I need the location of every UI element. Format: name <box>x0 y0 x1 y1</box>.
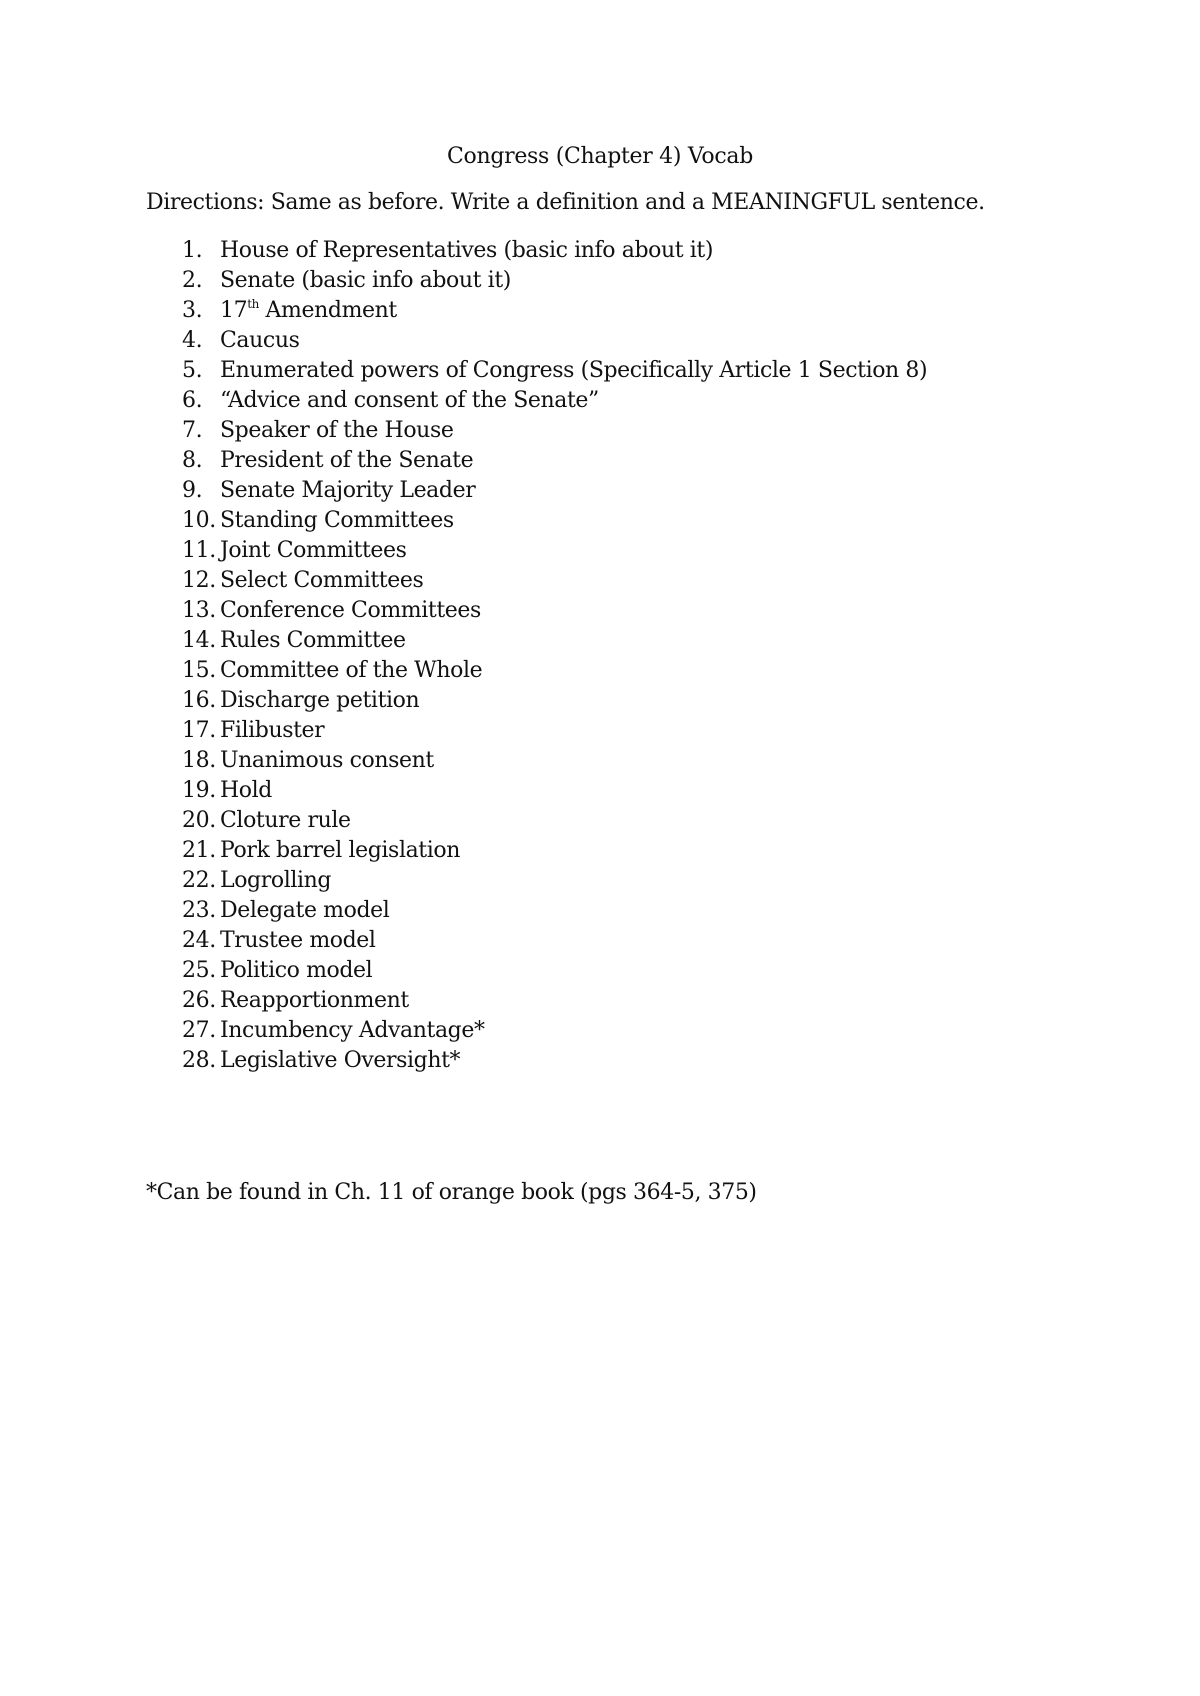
item-term: Cloture rule <box>220 808 351 833</box>
item-number: 13. <box>182 598 216 623</box>
item-term-number: 17 <box>220 298 248 323</box>
item-term: Senate Majority Leader <box>220 478 476 503</box>
item-term: Committee of the Whole <box>220 658 483 683</box>
item-term: House of Representatives (basic info about it) <box>220 238 714 263</box>
item-term: Logrolling <box>220 868 332 893</box>
item-number: 17. <box>182 718 216 743</box>
item-term: Standing Committees <box>220 508 454 533</box>
item-number: 7. <box>182 418 203 443</box>
item-term: President of the Senate <box>220 448 474 473</box>
item-number: 23. <box>182 898 216 923</box>
item-term: Legislative Oversight* <box>220 1048 461 1073</box>
item-term: Filibuster <box>220 718 325 743</box>
item-term: Speaker of the House <box>220 418 454 443</box>
item-term: Caucus <box>220 328 300 353</box>
item-number: 11. <box>182 538 216 563</box>
item-number: 25. <box>182 958 216 983</box>
item-term: Delegate model <box>220 898 390 923</box>
item-number: 1. <box>182 238 203 263</box>
item-term: Senate (basic info about it) <box>220 268 511 293</box>
item-number: 19. <box>182 778 216 803</box>
item-term: Politico model <box>220 958 373 983</box>
item-term: “Advice and consent of the Senate” <box>220 388 599 413</box>
item-number: 12. <box>182 568 216 593</box>
item-term: Discharge petition <box>220 688 420 713</box>
item-number: 15. <box>182 658 216 683</box>
item-number: 14. <box>182 628 216 653</box>
item-term: Pork barrel legislation <box>220 838 460 863</box>
item-number: 28. <box>182 1048 216 1073</box>
item-number: 21. <box>182 838 216 863</box>
item-number: 27. <box>182 1018 216 1043</box>
item-term: Hold <box>220 778 272 803</box>
item-number: 18. <box>182 748 216 773</box>
item-number: 22. <box>182 868 216 893</box>
item-term: Unanimous consent <box>220 748 434 773</box>
footnote: *Can be found in Ch. 11 of orange book (pgs 364-5, 375) <box>146 1180 757 1205</box>
item-number: 26. <box>182 988 216 1013</box>
item-number: 6. <box>182 388 203 413</box>
document-title: Congress (Chapter 4) Vocab <box>446 144 753 169</box>
item-term: Conference Committees <box>220 598 481 623</box>
item-number: 20. <box>182 808 216 833</box>
item-term: Reapportionment <box>220 988 409 1013</box>
directions-text: Directions: Same as before. Write a definition and a MEANINGFUL sentence. <box>146 190 985 215</box>
item-term: Rules Committee <box>220 628 406 653</box>
item-number: 5. <box>182 358 203 383</box>
item-number: 24. <box>182 928 216 953</box>
item-term <box>220 296 397 326</box>
item-term-rest: Amendment <box>258 298 397 323</box>
item-number: 8. <box>182 448 203 473</box>
ordinal-suffix: th <box>247 297 259 311</box>
item-term: Select Committees <box>220 568 424 593</box>
item-number: 16. <box>182 688 216 713</box>
item-term: Enumerated powers of Congress (Specifically Article 1 Section 8) <box>220 358 928 383</box>
item-number: 10. <box>182 508 216 533</box>
item-term: Incumbency Advantage* <box>220 1018 485 1043</box>
item-number: 9. <box>182 478 203 503</box>
item-term: Trustee model <box>220 928 376 953</box>
item-number: 3. <box>182 298 203 323</box>
item-number: 4. <box>182 328 203 353</box>
item-number: 2. <box>182 268 203 293</box>
item-term: Joint Committees <box>220 538 407 563</box>
